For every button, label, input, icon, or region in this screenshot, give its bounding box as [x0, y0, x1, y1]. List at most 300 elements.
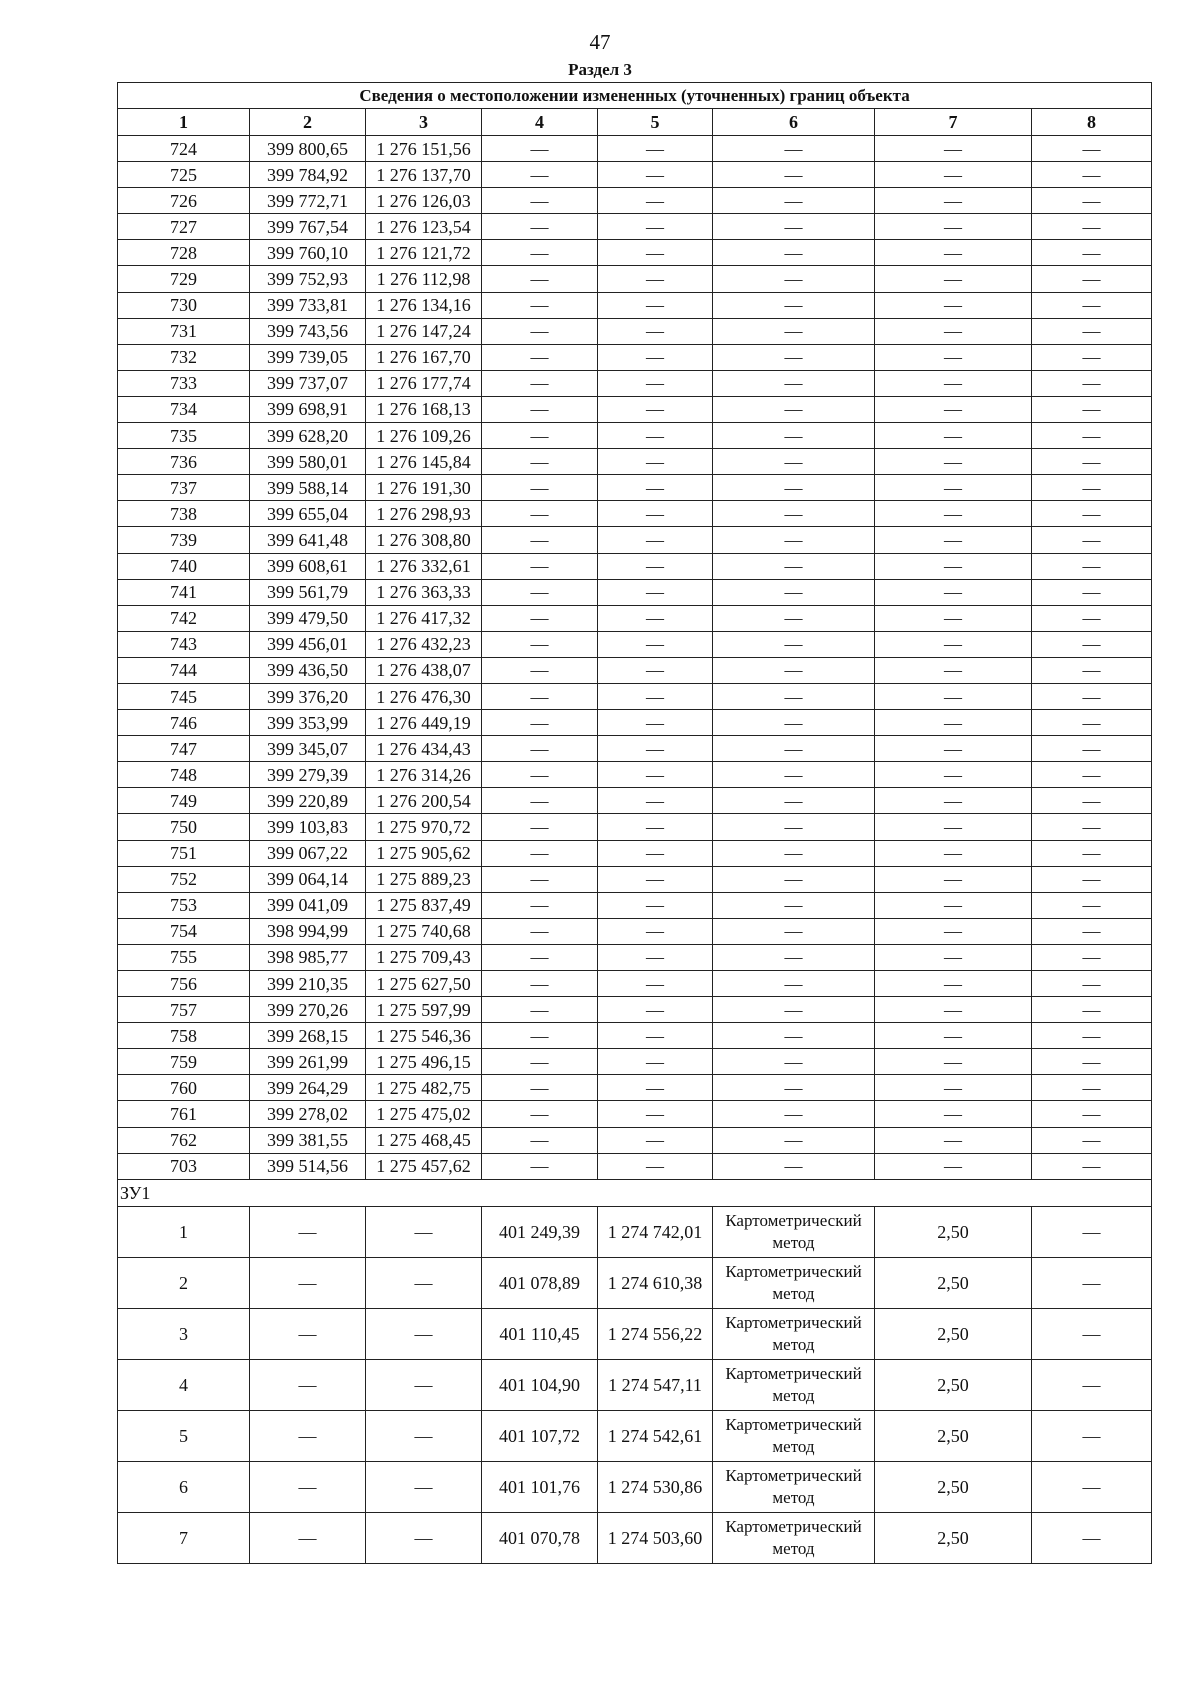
new-y-coordinate-cell: 1 274 530,86 — [598, 1461, 713, 1512]
empty-value-cell: — — [713, 814, 875, 840]
x-coordinate-cell: 399 743,56 — [250, 318, 366, 344]
point-number-cell: 742 — [118, 605, 250, 631]
empty-value-cell: — — [713, 736, 875, 762]
new-y-coordinate-cell: 1 274 503,60 — [598, 1512, 713, 1563]
y-coordinate-cell: 1 276 298,93 — [366, 501, 482, 527]
empty-value-cell: — — [713, 997, 875, 1023]
empty-value-cell: — — [598, 579, 713, 605]
y-coordinate-cell: 1 275 482,75 — [366, 1075, 482, 1101]
empty-value-cell: — — [1032, 1153, 1152, 1179]
empty-value-cell: — — [1032, 710, 1152, 736]
empty-value-cell: — — [598, 840, 713, 866]
x-coordinate-cell: 399 580,01 — [250, 449, 366, 475]
empty-value-cell: — — [598, 240, 713, 266]
empty-value-cell: — — [1032, 1308, 1152, 1359]
method-cell: Картометрический метод — [713, 1512, 875, 1563]
y-coordinate-cell: 1 276 167,70 — [366, 344, 482, 370]
y-coordinate-cell: 1 276 191,30 — [366, 475, 482, 501]
method-cell: Картометрический метод — [713, 1206, 875, 1257]
empty-value-cell: — — [598, 1075, 713, 1101]
table-row — [118, 814, 1152, 840]
point-number-cell: 751 — [118, 840, 250, 866]
empty-value-cell: — — [250, 1308, 366, 1359]
table-row — [118, 944, 1152, 970]
empty-value-cell: — — [598, 710, 713, 736]
empty-value-cell: — — [598, 1153, 713, 1179]
point-number-cell: 728 — [118, 240, 250, 266]
table-row — [118, 971, 1152, 997]
y-coordinate-cell: 1 276 434,43 — [366, 736, 482, 762]
point-number-cell: 759 — [118, 1049, 250, 1075]
empty-value-cell: — — [482, 892, 598, 918]
new-x-coordinate-cell: 401 107,72 — [482, 1410, 598, 1461]
empty-value-cell: — — [875, 501, 1032, 527]
empty-value-cell: — — [482, 214, 598, 240]
empty-value-cell: — — [482, 1101, 598, 1127]
empty-value-cell: — — [875, 266, 1032, 292]
empty-value-cell: — — [482, 449, 598, 475]
table-row — [118, 449, 1152, 475]
method-cell: Картометрический метод — [713, 1410, 875, 1461]
x-coordinate-cell: 399 067,22 — [250, 840, 366, 866]
empty-value-cell: — — [1032, 1049, 1152, 1075]
empty-value-cell: — — [875, 214, 1032, 240]
y-coordinate-cell: 1 276 417,32 — [366, 605, 482, 631]
empty-value-cell: — — [366, 1410, 482, 1461]
point-number-cell: 744 — [118, 657, 250, 683]
empty-value-cell: — — [482, 579, 598, 605]
point-number-cell: 724 — [118, 136, 250, 162]
empty-value-cell: — — [875, 553, 1032, 579]
table-row — [118, 136, 1152, 162]
empty-value-cell: — — [482, 971, 598, 997]
new-x-coordinate-cell: 401 070,78 — [482, 1512, 598, 1563]
table-row — [118, 657, 1152, 683]
empty-value-cell: — — [598, 423, 713, 449]
empty-value-cell: — — [875, 840, 1032, 866]
empty-value-cell: — — [713, 475, 875, 501]
empty-value-cell: — — [875, 527, 1032, 553]
point-number-cell: 746 — [118, 710, 250, 736]
y-coordinate-cell: 1 275 709,43 — [366, 944, 482, 970]
empty-value-cell: — — [1032, 683, 1152, 709]
empty-value-cell: — — [1032, 266, 1152, 292]
empty-value-cell: — — [1032, 396, 1152, 422]
empty-value-cell: — — [713, 501, 875, 527]
empty-value-cell: — — [1032, 1127, 1152, 1153]
table-row — [118, 840, 1152, 866]
y-coordinate-cell: 1 276 134,16 — [366, 292, 482, 318]
column-header-2: 2 — [250, 109, 366, 136]
empty-value-cell: — — [875, 344, 1032, 370]
y-coordinate-cell: 1 276 147,24 — [366, 318, 482, 344]
table-row — [118, 162, 1152, 188]
point-number-cell: 733 — [118, 370, 250, 396]
table-row — [118, 266, 1152, 292]
table-row — [118, 188, 1152, 214]
empty-value-cell: — — [366, 1512, 482, 1563]
x-coordinate-cell: 399 752,93 — [250, 266, 366, 292]
point-number-cell: 725 — [118, 162, 250, 188]
y-coordinate-cell: 1 276 314,26 — [366, 762, 482, 788]
point-number-cell: 6 — [118, 1461, 250, 1512]
x-coordinate-cell: 399 698,91 — [250, 396, 366, 422]
empty-value-cell: — — [482, 997, 598, 1023]
empty-value-cell: — — [1032, 240, 1152, 266]
column-header-1: 1 — [118, 109, 250, 136]
x-coordinate-cell: 398 994,99 — [250, 918, 366, 944]
empty-value-cell: — — [1032, 1023, 1152, 1049]
empty-value-cell: — — [598, 162, 713, 188]
table-row — [118, 918, 1152, 944]
table-row — [118, 1461, 1152, 1512]
empty-value-cell: — — [713, 1127, 875, 1153]
empty-value-cell: — — [482, 188, 598, 214]
empty-value-cell: — — [1032, 971, 1152, 997]
empty-value-cell: — — [875, 396, 1032, 422]
empty-value-cell: — — [713, 866, 875, 892]
empty-value-cell: — — [1032, 1410, 1152, 1461]
table-row — [118, 1075, 1152, 1101]
empty-value-cell: — — [598, 866, 713, 892]
empty-value-cell: — — [875, 866, 1032, 892]
y-coordinate-cell: 1 275 546,36 — [366, 1023, 482, 1049]
table-row — [118, 892, 1152, 918]
empty-value-cell: — — [713, 214, 875, 240]
empty-value-cell: — — [713, 318, 875, 344]
y-coordinate-cell: 1 276 200,54 — [366, 788, 482, 814]
empty-value-cell: — — [482, 292, 598, 318]
method-cell: Картометрический метод — [713, 1359, 875, 1410]
new-y-coordinate-cell: 1 274 556,22 — [598, 1308, 713, 1359]
empty-value-cell: — — [875, 657, 1032, 683]
empty-value-cell: — — [482, 1049, 598, 1075]
point-number-cell: 745 — [118, 683, 250, 709]
accuracy-cell: 2,50 — [875, 1308, 1032, 1359]
point-number-cell: 4 — [118, 1359, 250, 1410]
empty-value-cell: — — [713, 553, 875, 579]
x-coordinate-cell: 398 985,77 — [250, 944, 366, 970]
table-row — [118, 579, 1152, 605]
boundary-table — [117, 82, 1152, 1564]
empty-value-cell: — — [1032, 997, 1152, 1023]
empty-value-cell: — — [875, 370, 1032, 396]
empty-value-cell: — — [875, 918, 1032, 944]
x-coordinate-cell: 399 561,79 — [250, 579, 366, 605]
point-number-cell: 754 — [118, 918, 250, 944]
point-number-cell: 729 — [118, 266, 250, 292]
empty-value-cell: — — [1032, 579, 1152, 605]
empty-value-cell: — — [482, 1023, 598, 1049]
y-coordinate-cell: 1 276 151,56 — [366, 136, 482, 162]
empty-value-cell: — — [598, 501, 713, 527]
empty-value-cell: — — [598, 188, 713, 214]
empty-value-cell: — — [598, 292, 713, 318]
empty-value-cell: — — [1032, 944, 1152, 970]
empty-value-cell: — — [875, 605, 1032, 631]
empty-value-cell: — — [598, 318, 713, 344]
empty-value-cell: — — [598, 344, 713, 370]
empty-value-cell: — — [598, 266, 713, 292]
empty-value-cell: — — [366, 1359, 482, 1410]
point-number-cell: 730 — [118, 292, 250, 318]
point-number-cell: 755 — [118, 944, 250, 970]
empty-value-cell: — — [1032, 657, 1152, 683]
table-row — [118, 214, 1152, 240]
y-coordinate-cell: 1 275 740,68 — [366, 918, 482, 944]
table-row — [118, 344, 1152, 370]
point-number-cell: 750 — [118, 814, 250, 840]
table-row — [118, 292, 1152, 318]
column-header-4: 4 — [482, 109, 598, 136]
x-coordinate-cell: 399 220,89 — [250, 788, 366, 814]
y-coordinate-cell: 1 276 363,33 — [366, 579, 482, 605]
point-number-cell: 757 — [118, 997, 250, 1023]
y-coordinate-cell: 1 276 438,07 — [366, 657, 482, 683]
table-row — [118, 631, 1152, 657]
x-coordinate-cell: 399 268,15 — [250, 1023, 366, 1049]
point-number-cell: 752 — [118, 866, 250, 892]
x-coordinate-cell: 399 479,50 — [250, 605, 366, 631]
empty-value-cell: — — [713, 840, 875, 866]
empty-value-cell: — — [598, 997, 713, 1023]
table-row — [118, 396, 1152, 422]
empty-value-cell: — — [875, 1075, 1032, 1101]
y-coordinate-cell: 1 276 126,03 — [366, 188, 482, 214]
accuracy-cell: 2,50 — [875, 1257, 1032, 1308]
empty-value-cell: — — [482, 918, 598, 944]
empty-value-cell: — — [875, 240, 1032, 266]
method-cell: Картометрический метод — [713, 1257, 875, 1308]
point-number-cell: 741 — [118, 579, 250, 605]
empty-value-cell: — — [598, 475, 713, 501]
empty-value-cell: — — [1032, 892, 1152, 918]
y-coordinate-cell: 1 275 837,49 — [366, 892, 482, 918]
new-y-coordinate-cell: 1 274 742,01 — [598, 1206, 713, 1257]
empty-value-cell: — — [1032, 1101, 1152, 1127]
y-coordinate-cell: 1 275 475,02 — [366, 1101, 482, 1127]
point-number-cell: 2 — [118, 1257, 250, 1308]
point-number-cell: 703 — [118, 1153, 250, 1179]
empty-value-cell: — — [482, 605, 598, 631]
empty-value-cell: — — [875, 1049, 1032, 1075]
y-coordinate-cell: 1 275 970,72 — [366, 814, 482, 840]
empty-value-cell: — — [713, 579, 875, 605]
x-coordinate-cell: 399 733,81 — [250, 292, 366, 318]
empty-value-cell: — — [1032, 162, 1152, 188]
empty-value-cell: — — [1032, 214, 1152, 240]
point-number-cell: 749 — [118, 788, 250, 814]
empty-value-cell: — — [713, 710, 875, 736]
empty-value-cell: — — [1032, 292, 1152, 318]
empty-value-cell: — — [875, 1127, 1032, 1153]
empty-value-cell: — — [713, 971, 875, 997]
empty-value-cell: — — [875, 710, 1032, 736]
empty-value-cell: — — [366, 1257, 482, 1308]
x-coordinate-cell: 399 353,99 — [250, 710, 366, 736]
empty-value-cell: — — [598, 214, 713, 240]
empty-value-cell: — — [482, 762, 598, 788]
empty-value-cell: — — [875, 997, 1032, 1023]
empty-value-cell: — — [713, 266, 875, 292]
empty-value-cell: — — [713, 762, 875, 788]
point-number-cell: 736 — [118, 449, 250, 475]
point-number-cell: 5 — [118, 1410, 250, 1461]
x-coordinate-cell: 399 436,50 — [250, 657, 366, 683]
point-number-cell: 732 — [118, 344, 250, 370]
empty-value-cell: — — [875, 1153, 1032, 1179]
table-row — [118, 1101, 1152, 1127]
point-number-cell: 748 — [118, 762, 250, 788]
empty-value-cell: — — [598, 1023, 713, 1049]
empty-value-cell: — — [1032, 918, 1152, 944]
empty-value-cell: — — [1032, 1512, 1152, 1563]
accuracy-cell: 2,50 — [875, 1512, 1032, 1563]
empty-value-cell: — — [713, 1049, 875, 1075]
empty-value-cell: — — [875, 449, 1032, 475]
empty-value-cell: — — [713, 631, 875, 657]
empty-value-cell: — — [713, 423, 875, 449]
new-x-coordinate-cell: 401 101,76 — [482, 1461, 598, 1512]
table-row — [118, 1257, 1152, 1308]
empty-value-cell: — — [598, 553, 713, 579]
empty-value-cell: — — [875, 318, 1032, 344]
point-number-cell: 735 — [118, 423, 250, 449]
empty-value-cell: — — [598, 944, 713, 970]
empty-value-cell: — — [482, 553, 598, 579]
empty-value-cell: — — [1032, 1461, 1152, 1512]
empty-value-cell: — — [1032, 527, 1152, 553]
empty-value-cell: — — [875, 162, 1032, 188]
empty-value-cell: — — [366, 1461, 482, 1512]
empty-value-cell: — — [713, 1075, 875, 1101]
empty-value-cell: — — [482, 396, 598, 422]
x-coordinate-cell: 399 655,04 — [250, 501, 366, 527]
empty-value-cell: — — [598, 396, 713, 422]
table-row — [118, 997, 1152, 1023]
table-row — [118, 605, 1152, 631]
y-coordinate-cell: 1 275 905,62 — [366, 840, 482, 866]
empty-value-cell: — — [713, 605, 875, 631]
x-coordinate-cell: 399 376,20 — [250, 683, 366, 709]
accuracy-cell: 2,50 — [875, 1461, 1032, 1512]
empty-value-cell: — — [598, 605, 713, 631]
empty-value-cell: — — [482, 1075, 598, 1101]
point-number-cell: 760 — [118, 1075, 250, 1101]
x-coordinate-cell: 399 628,20 — [250, 423, 366, 449]
x-coordinate-cell: 399 608,61 — [250, 553, 366, 579]
empty-value-cell: — — [482, 1127, 598, 1153]
empty-value-cell: — — [598, 892, 713, 918]
empty-value-cell: — — [482, 527, 598, 553]
y-coordinate-cell: 1 276 109,26 — [366, 423, 482, 449]
empty-value-cell: — — [598, 762, 713, 788]
y-coordinate-cell: 1 276 121,72 — [366, 240, 482, 266]
empty-value-cell: — — [713, 788, 875, 814]
table-row — [118, 762, 1152, 788]
table-row — [118, 1410, 1152, 1461]
x-coordinate-cell: 399 760,10 — [250, 240, 366, 266]
empty-value-cell: — — [482, 136, 598, 162]
table-row — [118, 1512, 1152, 1563]
empty-value-cell: — — [598, 136, 713, 162]
empty-value-cell: — — [875, 1101, 1032, 1127]
empty-value-cell: — — [875, 762, 1032, 788]
point-number-cell: 740 — [118, 553, 250, 579]
empty-value-cell: — — [875, 292, 1032, 318]
new-y-coordinate-cell: 1 274 610,38 — [598, 1257, 713, 1308]
method-cell: Картометрический метод — [713, 1308, 875, 1359]
empty-value-cell: — — [482, 475, 598, 501]
empty-value-cell: — — [482, 710, 598, 736]
point-number-cell: 727 — [118, 214, 250, 240]
empty-value-cell: — — [713, 527, 875, 553]
y-coordinate-cell: 1 276 449,19 — [366, 710, 482, 736]
empty-value-cell: — — [598, 657, 713, 683]
point-number-cell: 7 — [118, 1512, 250, 1563]
x-coordinate-cell: 399 800,65 — [250, 136, 366, 162]
new-x-coordinate-cell: 401 104,90 — [482, 1359, 598, 1410]
y-coordinate-cell: 1 276 177,74 — [366, 370, 482, 396]
subsection-label: ЗУ1 — [118, 1179, 1152, 1206]
empty-value-cell: — — [482, 501, 598, 527]
empty-value-cell: — — [713, 188, 875, 214]
empty-value-cell: — — [482, 683, 598, 709]
point-number-cell: 739 — [118, 527, 250, 553]
table-row — [118, 1023, 1152, 1049]
empty-value-cell: — — [1032, 605, 1152, 631]
table-row — [118, 683, 1152, 709]
empty-value-cell: — — [875, 971, 1032, 997]
empty-value-cell: — — [1032, 1206, 1152, 1257]
method-cell: Картометрический метод — [713, 1461, 875, 1512]
empty-value-cell: — — [713, 892, 875, 918]
x-coordinate-cell: 399 345,07 — [250, 736, 366, 762]
empty-value-cell: — — [482, 631, 598, 657]
empty-value-cell: — — [482, 423, 598, 449]
empty-value-cell: — — [1032, 631, 1152, 657]
empty-value-cell: — — [250, 1512, 366, 1563]
y-coordinate-cell: 1 275 627,50 — [366, 971, 482, 997]
empty-value-cell: — — [1032, 736, 1152, 762]
empty-value-cell: — — [1032, 449, 1152, 475]
empty-value-cell: — — [1032, 188, 1152, 214]
empty-value-cell: — — [1032, 814, 1152, 840]
y-coordinate-cell: 1 276 332,61 — [366, 553, 482, 579]
empty-value-cell: — — [482, 370, 598, 396]
empty-value-cell: — — [1032, 866, 1152, 892]
table-row — [118, 788, 1152, 814]
y-coordinate-cell: 1 275 457,62 — [366, 1153, 482, 1179]
empty-value-cell: — — [482, 866, 598, 892]
table-row — [118, 423, 1152, 449]
empty-value-cell: — — [875, 814, 1032, 840]
empty-value-cell: — — [482, 266, 598, 292]
empty-value-cell: — — [598, 1101, 713, 1127]
x-coordinate-cell: 399 456,01 — [250, 631, 366, 657]
x-coordinate-cell: 399 514,56 — [250, 1153, 366, 1179]
x-coordinate-cell: 399 739,05 — [250, 344, 366, 370]
empty-value-cell: — — [598, 1049, 713, 1075]
point-number-cell: 753 — [118, 892, 250, 918]
empty-value-cell: — — [713, 1153, 875, 1179]
y-coordinate-cell: 1 276 308,80 — [366, 527, 482, 553]
empty-value-cell: — — [875, 944, 1032, 970]
accuracy-cell: 2,50 — [875, 1410, 1032, 1461]
x-coordinate-cell: 399 279,39 — [250, 762, 366, 788]
empty-value-cell: — — [598, 683, 713, 709]
empty-value-cell: — — [482, 814, 598, 840]
